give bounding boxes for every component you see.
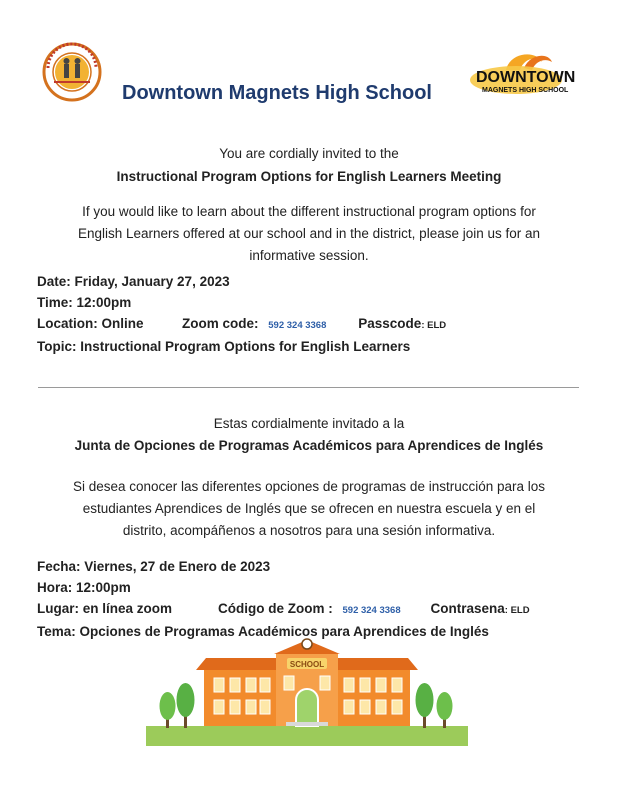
- section-divider: [38, 387, 579, 388]
- spanish-invite-text: Estas cordialmente invitado a la: [213, 416, 405, 431]
- spanish-meeting-title: Junta de Opciones de Programas Académicos para Aprendices de Inglés: [74, 438, 544, 453]
- english-location: Location: Online: [37, 316, 144, 331]
- tree-icon: [160, 692, 176, 728]
- downtown-magnets-logo: [466, 48, 576, 104]
- spanish-passcode-label: Contrasena: [430, 601, 505, 616]
- school-name-heading: Downtown Magnets High School: [122, 82, 432, 104]
- english-zoom-label: Zoom code:: [182, 316, 259, 331]
- english-time: Time: 12:00pm: [37, 295, 132, 310]
- clock-icon: [302, 639, 312, 649]
- spanish-passcode-value: : ELD: [504, 605, 530, 616]
- english-passcode-value: : ELD: [421, 320, 447, 331]
- english-invite-text: You are cordially invited to the: [219, 146, 399, 161]
- english-paragraph: [0, 201, 618, 267]
- tree-icon: [437, 692, 453, 728]
- english-location-row: [37, 313, 446, 336]
- english-zoom-code: 592 324 3368: [268, 320, 327, 331]
- spanish-paragraph-line: estudiantes Aprendices de Inglés que se ofrecen en nuestra escuela y en el: [82, 501, 536, 516]
- english-date: Date: Friday, January 27, 2023: [37, 274, 230, 289]
- school-building-illustration: [146, 636, 468, 748]
- spanish-paragraph-line: Si desea conocer las diferentes opciones de programas de instrucción para los: [72, 479, 546, 494]
- spanish-paragraph-line: distrito, acompáñenos a nosotros para una sesión informativa.: [122, 523, 496, 538]
- spanish-time: Hora: 12:00pm: [37, 580, 131, 595]
- svg-text:MAGNETS HIGH SCHOOL: MAGNETS HIGH SCHOOL: [482, 87, 569, 94]
- tree-icon: [177, 683, 195, 728]
- tree-icon: [416, 683, 434, 728]
- english-paragraph-line: If you would like to learn about the different instructional program options for: [82, 204, 536, 219]
- english-paragraph-line: English Learners offered at our school and in the district, please join us for an: [77, 226, 541, 241]
- spanish-details: [37, 556, 530, 642]
- svg-text:SCHOOL: SCHOOL: [289, 660, 325, 669]
- spanish-topic: Tema: Opciones de Programas Académicos para Aprendices de Inglés: [37, 624, 489, 639]
- spanish-location-row: [37, 598, 530, 621]
- spanish-date: Fecha: Viernes, 27 de Enero de 2023: [37, 559, 271, 574]
- spanish-location: Lugar: en línea zoom: [37, 601, 173, 616]
- lausd-seal-logo: [34, 42, 112, 102]
- english-meeting-title: Instructional Program Options for English Learners Meeting: [116, 169, 502, 184]
- spanish-paragraph: [0, 476, 618, 542]
- english-details: [37, 271, 446, 357]
- spanish-zoom-code: 592 324 3368: [342, 605, 401, 616]
- english-topic: Topic: Instructional Program Options for English Learners: [37, 339, 411, 354]
- english-paragraph-line: informative session.: [249, 248, 369, 263]
- english-passcode-label: Passcode: [358, 316, 422, 331]
- grass: [146, 726, 468, 746]
- spanish-zoom-label: Código de Zoom :: [218, 601, 333, 616]
- svg-text:DOWNTOWN: DOWNTOWN: [476, 69, 576, 86]
